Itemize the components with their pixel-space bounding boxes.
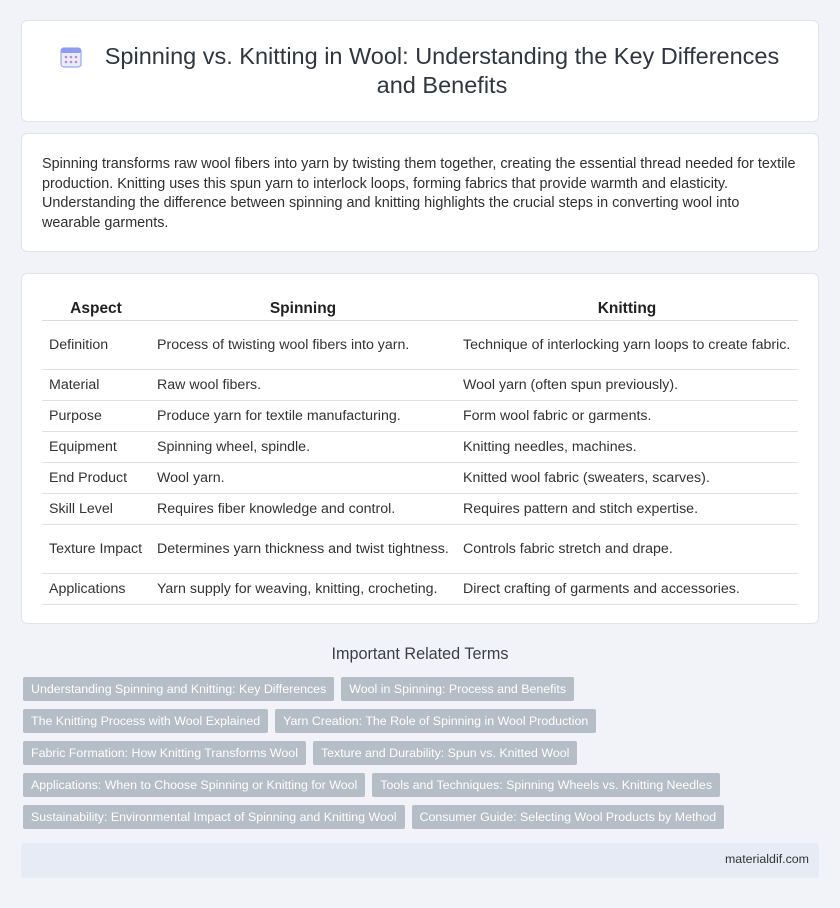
table-cell-knitting: Wool yarn (often spun previously).	[456, 369, 798, 400]
column-header-spinning: Spinning	[150, 294, 456, 320]
related-term-tag[interactable]: Fabric Formation: How Knitting Transforms Wool	[23, 741, 306, 765]
table-cell-spinning: Wool yarn.	[150, 462, 456, 493]
table-row	[42, 431, 798, 462]
table-row	[42, 573, 798, 604]
intro-paragraph: Spinning transforms raw wool fibers into yarn by twisting them together, creating the essential thread needed for textile production. Knitting uses this spun yarn to interlock loops, forming fabrics that provide warmth and elasticity. Understanding the difference between spinning and knitting highlights the crucial steps in converting wool into wearable garments.	[42, 156, 796, 232]
table-cell-knitting: Requires pattern and stitch expertise.	[456, 493, 798, 524]
related-term-tag[interactable]: Wool in Spinning: Process and Benefits	[341, 677, 574, 701]
table-row	[42, 320, 798, 369]
table-header-row	[42, 294, 798, 320]
table-row	[42, 493, 798, 524]
related-term-tag[interactable]: Yarn Creation: The Role of Spinning in Wool Production	[275, 709, 596, 733]
related-term-tag[interactable]: Applications: When to Choose Spinning or Knitting for Wool	[23, 773, 365, 797]
table-row	[42, 462, 798, 493]
table-cell-knitting: Form wool fabric or garments.	[456, 400, 798, 431]
column-header-knitting: Knitting	[456, 294, 798, 320]
table-cell-knitting: Technique of interlocking yarn loops to create fabric.	[456, 320, 798, 369]
table-cell-knitting: Direct crafting of garments and accessories.	[456, 573, 798, 604]
table-cell-knitting: Knitted wool fabric (sweaters, scarves).	[456, 462, 798, 493]
table-cell-spinning: Determines yarn thickness and twist tightness.	[150, 524, 456, 573]
table-cell-aspect: Purpose	[42, 400, 150, 431]
table-cell-knitting: Controls fabric stretch and drape.	[456, 524, 798, 573]
table-row	[42, 524, 798, 573]
table-cell-spinning: Process of twisting wool fibers into yarn.	[150, 320, 456, 369]
related-term-tag[interactable]: Sustainability: Environmental Impact of Spinning and Knitting Wool	[23, 805, 405, 829]
page-title: Spinning vs. Knitting in Wool: Understanding the Key Differences and Benefits	[104, 43, 780, 98]
related-term-tag[interactable]: Understanding Spinning and Knitting: Key Differences	[23, 677, 334, 701]
table-cell-spinning: Produce yarn for textile manufacturing.	[150, 400, 456, 431]
table-cell-aspect: Applications	[42, 573, 150, 604]
related-term-tag[interactable]: Texture and Durability: Spun vs. Knitted Wool	[313, 741, 577, 765]
table-cell-spinning: Yarn supply for weaving, knitting, crocheting.	[150, 573, 456, 604]
comparison-table-card	[21, 273, 819, 624]
footer	[21, 843, 819, 878]
column-header-aspect: Aspect	[42, 294, 150, 320]
table-cell-aspect: Equipment	[42, 431, 150, 462]
table-cell-aspect: Skill Level	[42, 493, 150, 524]
table-cell-knitting: Knitting needles, machines.	[456, 431, 798, 462]
table-cell-spinning: Raw wool fibers.	[150, 369, 456, 400]
header-card	[21, 20, 819, 122]
table-cell-spinning: Requires fiber knowledge and control.	[150, 493, 456, 524]
related-terms-heading: Important Related Terms	[331, 645, 509, 663]
footer-site-link[interactable]: materialdif.com	[724, 852, 809, 866]
related-term-tag[interactable]: The Knitting Process with Wool Explained	[23, 709, 268, 733]
table-cell-aspect: Texture Impact	[42, 524, 150, 573]
table-cell-aspect: Definition	[42, 320, 150, 369]
table-row	[42, 400, 798, 431]
table-row	[42, 369, 798, 400]
table-cell-spinning: Spinning wheel, spindle.	[150, 431, 456, 462]
related-term-tag[interactable]: Tools and Techniques: Spinning Wheels vs. Knitting Needles	[372, 773, 720, 797]
table-cell-aspect: End Product	[42, 462, 150, 493]
related-term-tag[interactable]: Consumer Guide: Selecting Wool Products by Method	[412, 805, 725, 829]
comparison-table	[42, 294, 798, 605]
related-terms-list	[23, 677, 813, 837]
intro-card	[21, 133, 819, 252]
table-cell-aspect: Material	[42, 369, 150, 400]
